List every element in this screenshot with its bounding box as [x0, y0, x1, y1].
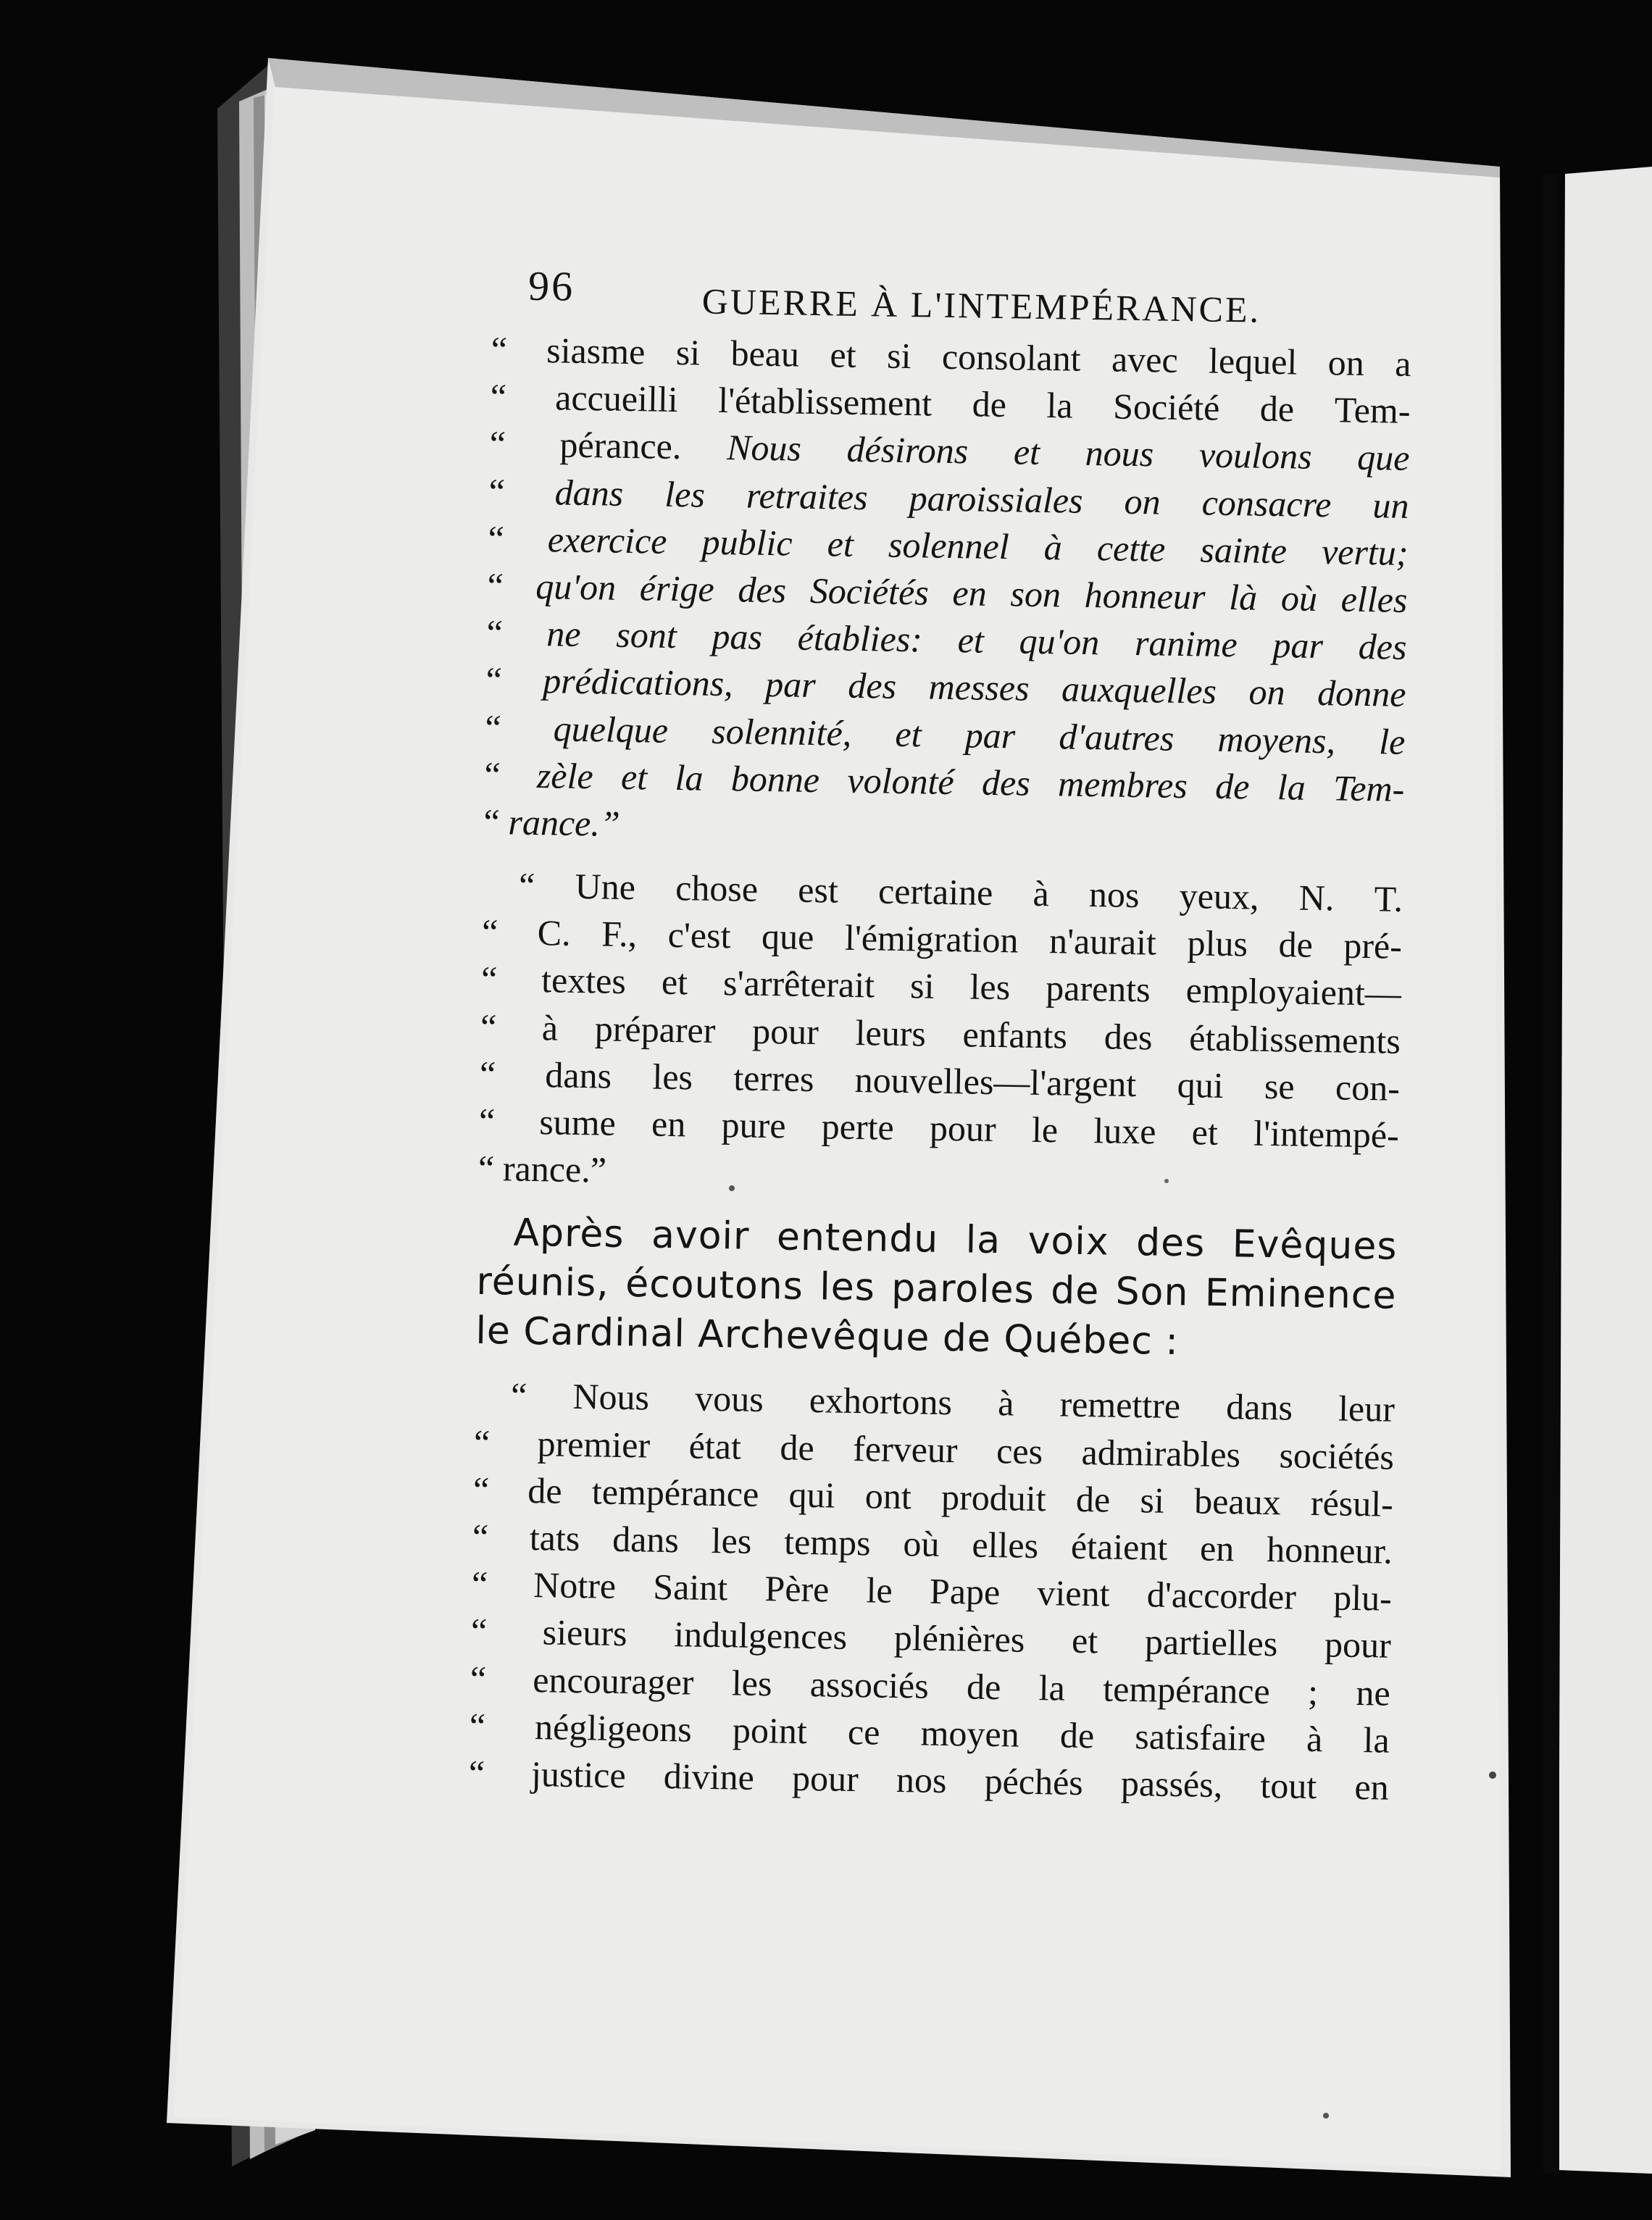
word: est: [797, 869, 839, 911]
word: ne: [1356, 1672, 1391, 1714]
word: enfants: [962, 1013, 1068, 1056]
word: produit: [940, 1476, 1047, 1519]
word: des: [1358, 625, 1407, 668]
quote-mark: “: [472, 1516, 489, 1558]
word: nos: [1088, 874, 1140, 916]
word: vous: [694, 1377, 764, 1420]
word: rance.”: [508, 801, 621, 844]
word: paroles: [890, 1267, 1035, 1313]
quote-mark: “: [471, 1563, 488, 1605]
word: plénières: [893, 1617, 1025, 1661]
word: sieurs: [542, 1611, 627, 1654]
word: désirons: [846, 429, 969, 472]
word: établissements: [1188, 1017, 1401, 1061]
quote-mark: “: [491, 328, 508, 370]
word: qui: [788, 1474, 836, 1516]
word: consolant: [941, 335, 1082, 379]
word: Tem-: [1334, 389, 1411, 432]
word: consacre: [1201, 481, 1332, 525]
word: quelque: [553, 707, 669, 751]
word: dans: [554, 471, 624, 514]
word: solennel: [888, 524, 1010, 567]
word: et: [827, 523, 854, 564]
word: T.: [1374, 878, 1403, 919]
word: terres: [733, 1057, 814, 1099]
word: écoutons: [625, 1262, 804, 1309]
word: ferveur: [852, 1427, 959, 1470]
word: de: [780, 1426, 815, 1468]
word: de: [1050, 1269, 1100, 1314]
word: employaient—: [1185, 969, 1402, 1014]
facing-page-edge: [1558, 167, 1652, 2174]
word: par: [964, 714, 1016, 756]
word: et: [1013, 431, 1040, 473]
word: entendu: [776, 1215, 939, 1262]
word: de: [942, 1316, 1004, 1361]
word: le: [1378, 720, 1406, 762]
word: con-: [1335, 1067, 1401, 1109]
quote-mark: “: [485, 659, 503, 701]
word: s'arrêterait: [722, 962, 875, 1006]
word: beaux: [1193, 1480, 1282, 1523]
word: Notre: [533, 1564, 617, 1607]
word: avoir: [651, 1213, 750, 1259]
word: “: [518, 864, 535, 906]
word: négligeons: [534, 1706, 693, 1750]
quote-mark: “: [472, 1469, 490, 1510]
quote-mark: “: [486, 612, 504, 654]
word: de: [966, 1666, 1001, 1707]
word: sont: [615, 614, 677, 656]
quote-mark: “: [483, 801, 501, 843]
word: chose: [675, 867, 759, 909]
quote-mark: “: [468, 1752, 485, 1793]
word: en: [1354, 1766, 1390, 1808]
word: l'établissement: [717, 380, 933, 424]
quote-mark: “: [489, 423, 506, 464]
quote-mark: “: [480, 959, 498, 1000]
word: point: [732, 1709, 808, 1751]
word: prédications,: [542, 660, 734, 704]
word: où: [903, 1523, 940, 1564]
word: on: [1248, 671, 1286, 713]
word: par: [764, 664, 817, 706]
quote-mark: “: [485, 706, 502, 748]
word: pré-: [1343, 925, 1403, 967]
word: la: [1038, 1666, 1066, 1708]
word: bonne: [730, 757, 820, 800]
quote-mark: “: [470, 1611, 488, 1652]
word: Tem-: [1332, 767, 1405, 809]
word: Une: [575, 865, 636, 908]
word: Père: [764, 1568, 830, 1610]
word: vertu;: [1321, 530, 1409, 573]
word: que: [1356, 437, 1410, 479]
word: nous: [1085, 433, 1154, 475]
word: F.,: [601, 913, 638, 955]
word: plu-: [1332, 1577, 1393, 1619]
word: vient: [1037, 1572, 1110, 1614]
word: qui: [1177, 1064, 1225, 1106]
word: de: [1259, 388, 1295, 430]
word: la: [1363, 1719, 1390, 1761]
word: dans: [612, 1518, 680, 1561]
word: résul-: [1310, 1482, 1394, 1524]
word: état: [688, 1425, 742, 1467]
word: et: [620, 756, 648, 798]
word: avec: [1111, 338, 1179, 380]
word: tout: [1260, 1764, 1317, 1806]
word: de: [1059, 1714, 1095, 1756]
word: à: [997, 1382, 1014, 1424]
word: se: [1264, 1065, 1296, 1107]
word: ce: [847, 1711, 880, 1753]
word: des: [981, 761, 1031, 804]
word: d'accorder: [1146, 1574, 1297, 1617]
word: Eminence: [1204, 1271, 1397, 1319]
word: tats: [529, 1516, 580, 1559]
word: leurs: [855, 1011, 927, 1054]
word: et: [1071, 1620, 1098, 1661]
word: la: [675, 756, 704, 798]
word: qu'on: [535, 565, 617, 608]
word: on: [1327, 342, 1365, 383]
word: des: [738, 569, 787, 611]
word: passés,: [1120, 1762, 1223, 1805]
word: moyen: [920, 1712, 1020, 1755]
paragraph-cardinal-quote: [468, 1372, 1395, 1811]
word: et: [957, 619, 985, 661]
word: si: [1140, 1480, 1165, 1521]
word: on: [1124, 480, 1161, 522]
word: son: [1010, 573, 1061, 615]
word: nouvelles—l'argent: [854, 1059, 1137, 1104]
word: N.: [1298, 877, 1335, 919]
word: en: [952, 572, 988, 614]
word: lequel: [1208, 340, 1298, 383]
word: dans: [1225, 1386, 1293, 1428]
quote-mark: “: [473, 1422, 491, 1463]
word: le: [1031, 1109, 1059, 1151]
word: de: [972, 383, 1007, 425]
word: perte: [821, 1106, 895, 1148]
quote-mark: “: [481, 911, 498, 953]
word: pour: [1324, 1624, 1392, 1666]
paragraph-cardinal-intro: [475, 1208, 1398, 1370]
word: partielles: [1144, 1621, 1278, 1664]
word: les: [819, 1265, 876, 1310]
running-title: GUERRE À L'INTEMPÉRANCE.: [701, 280, 1261, 330]
word: ne: [546, 613, 582, 655]
word: Sociétés: [809, 569, 930, 613]
word: érige: [639, 567, 715, 609]
word: sume: [538, 1101, 617, 1143]
word: des: [1104, 1016, 1153, 1058]
quote-mark: “: [469, 1705, 486, 1746]
word: honneur: [1084, 574, 1206, 617]
word: les: [731, 1661, 772, 1703]
word: qu'on: [1019, 620, 1100, 663]
page-text-block: [463, 246, 1413, 2145]
word: messes: [928, 666, 1030, 709]
word: associés: [809, 1663, 930, 1706]
word: pas: [712, 615, 763, 658]
word: Nous: [726, 427, 802, 470]
word: ranime: [1134, 622, 1238, 665]
word: de: [1278, 924, 1314, 966]
word: n'aurait: [1048, 920, 1157, 963]
quote-mark: “: [488, 470, 506, 512]
quote-mark: “: [470, 1658, 487, 1699]
word: étaient: [1070, 1525, 1168, 1568]
word: public: [701, 521, 793, 564]
word: la: [965, 1218, 1001, 1263]
word: l'intempé-: [1253, 1112, 1400, 1156]
word: les: [711, 1519, 752, 1561]
word: yeux,: [1179, 875, 1259, 917]
word: à: [541, 1006, 559, 1048]
word: tempérance: [591, 1471, 759, 1514]
word: moyens,: [1217, 718, 1336, 761]
word: dans: [545, 1054, 612, 1096]
word: réunis,: [476, 1260, 610, 1306]
word: volonté: [847, 759, 955, 802]
word: Pape: [929, 1570, 1001, 1613]
word: c'est: [667, 914, 731, 956]
word: nos: [896, 1758, 947, 1800]
running-head: [491, 246, 1413, 341]
word: paroissiales: [909, 477, 1083, 521]
word: textes: [541, 959, 627, 1002]
word: ont: [864, 1475, 912, 1517]
word: la: [1277, 766, 1306, 808]
word: justice: [530, 1753, 627, 1796]
page-number: 96: [527, 262, 575, 310]
word: voix: [1027, 1219, 1109, 1264]
word: pour: [929, 1107, 997, 1150]
quote-mark: “: [479, 1053, 496, 1095]
word: la: [1046, 385, 1074, 426]
word: elles: [1340, 578, 1408, 620]
word: sociétés: [1279, 1434, 1395, 1477]
word: et: [661, 961, 688, 1003]
word: pour: [791, 1757, 859, 1800]
word: si: [909, 965, 935, 1007]
word: certaine: [877, 870, 993, 914]
word: ;: [1307, 1671, 1319, 1712]
word: Saint: [653, 1566, 728, 1608]
quote-mark: “: [487, 564, 504, 606]
word: beau: [730, 333, 800, 375]
word: l'émigration: [844, 917, 1019, 961]
word: Evêques: [1232, 1222, 1398, 1269]
paragraph-quote-continued: [483, 326, 1411, 860]
word: où: [1280, 577, 1318, 619]
word: de: [527, 1469, 563, 1511]
word: les: [969, 966, 1011, 1008]
word: si: [886, 335, 911, 377]
word: Son: [1115, 1270, 1189, 1315]
word: péchés: [984, 1760, 1084, 1803]
word: de: [1214, 765, 1250, 807]
body-text: [468, 326, 1411, 1811]
word: des: [1135, 1221, 1206, 1266]
word: et: [895, 713, 922, 754]
word: remettre: [1059, 1383, 1181, 1427]
word: C.: [537, 912, 572, 954]
word: Cardinal: [522, 1310, 698, 1357]
word: Archevêque: [697, 1313, 943, 1361]
word: a: [1394, 343, 1411, 384]
word: Nous: [572, 1376, 650, 1418]
word: honneur.: [1266, 1528, 1393, 1572]
word: donne: [1317, 672, 1406, 715]
word: Société: [1112, 385, 1220, 428]
word: les: [652, 1056, 693, 1098]
word: des: [847, 665, 897, 707]
word: préparer: [594, 1007, 716, 1051]
word: satisfaire: [1135, 1715, 1267, 1758]
word: à: [1043, 526, 1063, 568]
word: :: [1164, 1320, 1180, 1364]
word: siasme: [546, 330, 646, 372]
word: solennité,: [711, 710, 852, 754]
word: le: [866, 1569, 893, 1611]
word: zèle: [536, 754, 594, 796]
word: voulons: [1198, 434, 1312, 477]
word: à: [1306, 1718, 1323, 1759]
word: accueilli: [554, 377, 679, 420]
word: établies:: [797, 617, 923, 660]
quote-mark: “: [477, 1148, 495, 1189]
quote-mark: “: [490, 376, 507, 417]
word: là: [1228, 576, 1258, 618]
word: rance.”: [502, 1148, 607, 1190]
word: pérance.: [559, 424, 682, 467]
word: plus: [1187, 922, 1248, 964]
word: cette: [1096, 527, 1166, 569]
word: tempérance: [1102, 1667, 1271, 1711]
word: Québec: [1003, 1317, 1166, 1364]
quote-mark: “: [480, 1006, 497, 1047]
word: luxe: [1093, 1110, 1156, 1152]
word: un: [1372, 484, 1409, 526]
quote-mark: “: [488, 517, 505, 559]
word: temps: [783, 1521, 872, 1564]
word: Après: [513, 1211, 625, 1257]
word: d'autres: [1059, 715, 1175, 759]
word: le: [475, 1309, 524, 1354]
word: divine: [663, 1755, 755, 1798]
word: membres: [1057, 763, 1188, 806]
quote-mark: “: [484, 754, 501, 795]
word: exercice: [547, 518, 667, 562]
word: et: [830, 334, 857, 375]
word: par: [1272, 625, 1324, 667]
word: pour: [751, 1010, 819, 1052]
word: exhortons: [809, 1380, 953, 1423]
word: admirables: [1081, 1431, 1241, 1474]
word: que: [761, 916, 814, 958]
paragraph-emigration-quote: [477, 861, 1403, 1206]
quote-mark: “: [478, 1100, 496, 1142]
word: retraites: [746, 475, 869, 517]
word: encourager: [532, 1658, 694, 1703]
word: indulgences: [673, 1614, 848, 1658]
word: et: [1191, 1111, 1219, 1153]
word: pure: [721, 1104, 786, 1146]
word: leur: [1338, 1388, 1396, 1430]
word: elles: [972, 1524, 1039, 1566]
word: à: [1032, 872, 1050, 914]
word: en: [1199, 1527, 1235, 1569]
word: de: [1075, 1478, 1111, 1520]
word: parents: [1045, 967, 1151, 1010]
word: si: [675, 331, 701, 373]
word: ces: [996, 1430, 1043, 1472]
word: en: [651, 1103, 686, 1145]
word: les: [664, 473, 706, 515]
word: “: [510, 1374, 527, 1416]
word: premier: [537, 1422, 651, 1466]
word: sainte: [1200, 529, 1288, 572]
word: auxquelles: [1061, 668, 1217, 712]
